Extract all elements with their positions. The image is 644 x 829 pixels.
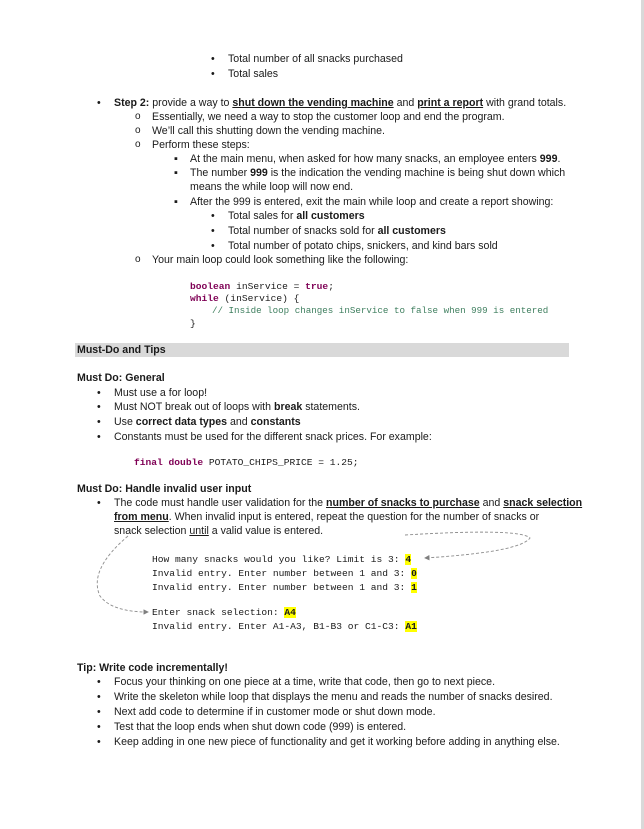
- step-bold: 999: [250, 167, 268, 179]
- console-text: How many snacks would you like? Limit is 3:: [152, 554, 406, 565]
- general-data-types: [114, 416, 301, 429]
- step-bold: 999: [539, 153, 558, 165]
- tip-heading: Tip: Write code incrementally!: [77, 662, 228, 674]
- general-heading: Must Do: General: [77, 372, 165, 384]
- top-bullet-total-snacks: [228, 53, 403, 66]
- general-constants: [114, 431, 432, 444]
- step-text: At the main menu, when asked for how many snacks, an employee enters: [190, 153, 540, 165]
- step-text: is the indication the vending machine is being shut down which: [267, 167, 566, 179]
- sub-text: Your main loop could look something like the following:: [152, 254, 409, 266]
- code-keyword: final double: [134, 457, 204, 468]
- invalid-para-line2: [114, 511, 539, 524]
- report-bold: all customers: [296, 210, 365, 222]
- bullet-text: Total number of all snacks purchased: [228, 53, 403, 65]
- step2-text: provide a way to: [149, 97, 233, 109]
- step-number-999-cont: [190, 181, 353, 194]
- invalid-term: snack selection: [503, 497, 583, 509]
- tip-text: Write the skeleton while loop that displays the menu and reads the number of snacks desired.: [114, 691, 553, 703]
- code-text: inService =: [230, 281, 306, 292]
- invalid-text: snack selection: [114, 525, 190, 537]
- code-text: (inService) {: [218, 293, 300, 304]
- code-keyword: boolean: [190, 281, 231, 292]
- step2-text: with grand totals.: [483, 97, 567, 109]
- tip-text: Focus your thinking on one piece at a time, write that code, then go to next piece.: [114, 676, 496, 688]
- console-text: Enter snack selection:: [152, 607, 285, 618]
- step-number-999: [190, 167, 565, 180]
- console-input: 4: [405, 554, 412, 565]
- console-line-4: [152, 606, 296, 619]
- general-bold: break: [273, 401, 303, 413]
- console-line-2: [152, 567, 417, 580]
- bullet-text: Total sales: [228, 68, 279, 80]
- report-total-snacks: [228, 225, 446, 238]
- invalid-para-line1: [114, 497, 582, 510]
- tip-item-focus: [114, 676, 495, 689]
- console-line-1: [152, 553, 411, 566]
- sub-text: We’ll call this shutting down the vending machine.: [152, 125, 385, 137]
- code-keyword: while: [190, 293, 219, 304]
- step2-text: and: [393, 97, 418, 109]
- general-bold: correct data types: [135, 416, 228, 428]
- step2-shutdown-term: shut down the vending machine: [232, 97, 394, 109]
- invalid-text: . When invalid input is entered, repeat the question for the number of snacks or: [168, 511, 540, 523]
- arrow-to-question: [405, 532, 530, 558]
- console-line-5: [152, 620, 417, 633]
- general-no-break: [114, 401, 360, 414]
- code-line-close: [190, 317, 196, 330]
- code-line-comment: [212, 304, 548, 317]
- general-bold: constants: [250, 416, 301, 428]
- report-total-sales: [228, 210, 365, 223]
- code-constant-example: [134, 456, 359, 469]
- console-text: Invalid entry. Enter number between 1 and 3:: [152, 582, 412, 593]
- invalid-text: a valid value is entered.: [208, 525, 324, 537]
- step-after-999: [190, 196, 553, 209]
- invalid-text: The code must handle user validation for the: [114, 497, 326, 509]
- console-input: 0: [411, 568, 417, 579]
- code-text: ;: [328, 281, 334, 292]
- step2-label: Step 2:: [114, 97, 150, 109]
- console-text: Invalid entry. Enter A1-A3, B1-B3 or C1-C3:: [152, 621, 406, 632]
- step2-sub-perform: [152, 139, 250, 152]
- console-text: Invalid entry. Enter number between 1 and 3:: [152, 568, 412, 579]
- tip-item-mode: [114, 706, 436, 719]
- step2-sub-main-loop: [152, 254, 408, 267]
- step-main-menu: [190, 153, 560, 166]
- general-text: Must use a for loop!: [114, 387, 208, 399]
- tip-item-skeleton: [114, 691, 553, 704]
- tip-text: Keep adding in one new piece of functionality and get it working before adding in anything else.: [114, 736, 560, 748]
- general-for-loop: [114, 387, 207, 400]
- tip-text: Test that the loop ends when shut down code (999) is entered.: [114, 721, 407, 733]
- invalid-text: and: [479, 497, 504, 509]
- step2-sub-essentially: [152, 111, 505, 124]
- tip-item-keep-adding: [114, 736, 560, 749]
- invalid-para-line3: [114, 525, 323, 538]
- sub-text: Essentially, we need a way to stop the customer loop and end the program.: [152, 111, 505, 123]
- report-text: Total number of snacks sold for: [228, 225, 378, 237]
- invalid-term: number of snacks to purchase: [326, 497, 480, 509]
- step-text: .: [557, 153, 561, 165]
- invalid-heading: Must Do: Handle invalid user input: [77, 483, 252, 495]
- report-bold: all customers: [377, 225, 446, 237]
- code-comment: // Inside loop changes inService to false when 999 is entered: [212, 305, 549, 316]
- console-input: 1: [411, 582, 417, 593]
- general-text: Must NOT break out of loops with: [114, 401, 274, 413]
- code-text: POTATO_CHIPS_PRICE = 1.25;: [203, 457, 359, 468]
- step2-report-term: print a report: [417, 97, 484, 109]
- console-input: A4: [284, 607, 296, 618]
- step2-sub-shutting-down: [152, 125, 385, 138]
- general-text: statements.: [302, 401, 360, 413]
- report-item-counts: [228, 240, 498, 253]
- arrow-to-selection: [97, 536, 148, 612]
- code-keyword: true: [305, 281, 329, 292]
- invalid-term: from menu: [114, 511, 169, 523]
- code-text: }: [190, 318, 196, 329]
- report-text: Total number of potato chips, snickers, and kind bars sold: [228, 240, 498, 252]
- console-line-3: [152, 581, 417, 594]
- sub-text: Perform these steps:: [152, 139, 250, 151]
- top-bullet-total-sales: [228, 68, 278, 81]
- step2-intro: [114, 97, 566, 110]
- step-text: The number: [190, 167, 251, 179]
- invalid-until: until: [189, 525, 209, 537]
- section-title: Must-Do and Tips: [77, 344, 166, 356]
- report-text: Total sales for: [228, 210, 297, 222]
- step-text: means the while loop will now end.: [190, 181, 354, 193]
- console-input: A1: [405, 621, 417, 632]
- general-text: Use: [114, 416, 136, 428]
- tip-item-test: [114, 721, 406, 734]
- step-text: After the 999 is entered, exit the main while loop and create a report showing:: [190, 196, 554, 208]
- general-text: Constants must be used for the different snack prices. For example:: [114, 431, 432, 443]
- general-text: and: [227, 416, 251, 428]
- tip-text: Next add code to determine if in customer mode or shut down mode.: [114, 706, 436, 718]
